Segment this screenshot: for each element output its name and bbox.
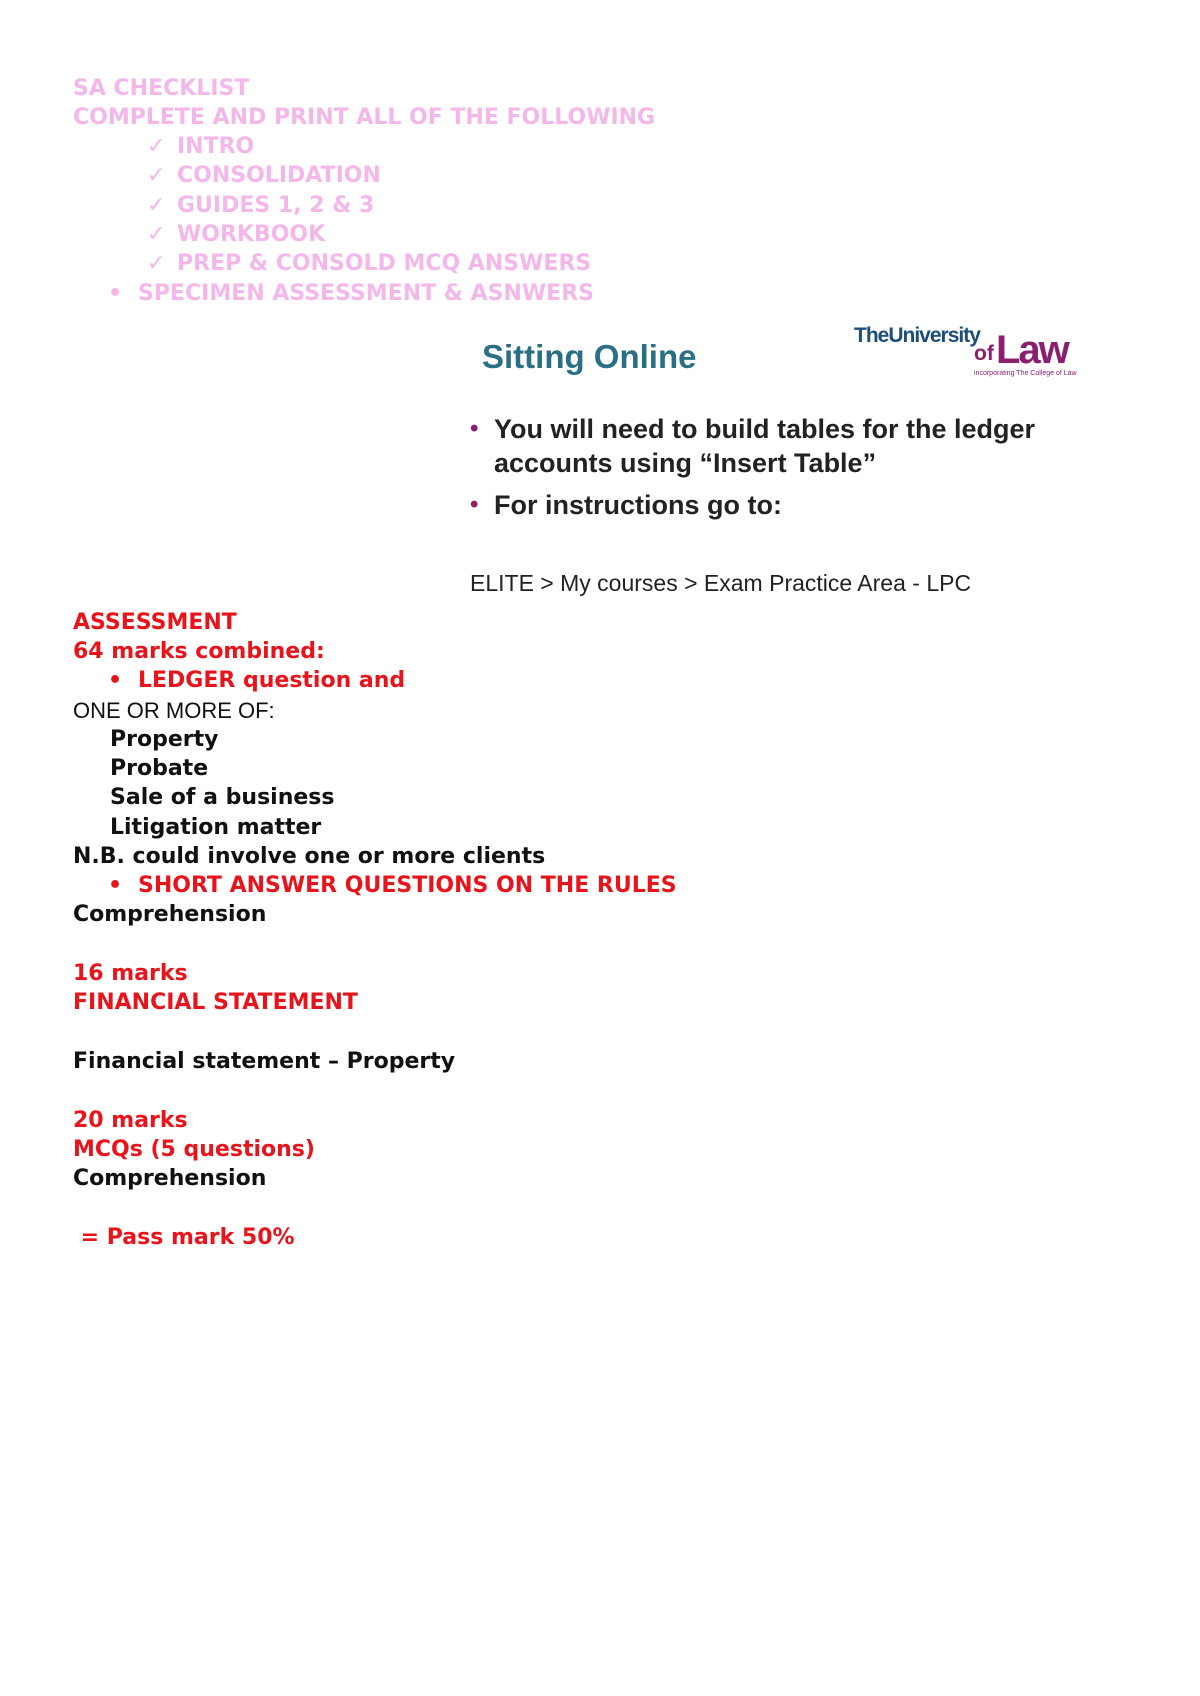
mcqs-label: MCQs (5 questions) xyxy=(73,1137,315,1162)
checklist-item: ✓ PREP & CONSOLD MCQ ANSWERS xyxy=(147,251,592,276)
slide-title: Sitting Online xyxy=(482,338,697,375)
checklist-item: ✓ WORKBOOK xyxy=(147,222,326,247)
bullet-icon: • xyxy=(108,873,123,898)
checklist-item: ✓ GUIDES 1, 2 & 3 xyxy=(147,193,375,218)
slide-image xyxy=(462,318,1102,608)
check-icon: ✓ xyxy=(147,193,166,218)
option-item: Probate xyxy=(110,756,209,781)
marks-20: 20 marks xyxy=(73,1108,188,1133)
checklist-subtitle: COMPLETE AND PRINT ALL OF THE FOLLOWING xyxy=(73,105,656,130)
bullet-icon: • xyxy=(108,281,123,306)
bullet-icon: • xyxy=(470,415,479,442)
comprehension-label: Comprehension xyxy=(73,1166,267,1191)
check-icon: ✓ xyxy=(147,134,166,159)
bullet-icon: • xyxy=(470,491,479,518)
bullet-icon: • xyxy=(108,668,123,693)
marks-16: 16 marks xyxy=(73,961,188,986)
checklist-title: SA CHECKLIST xyxy=(73,76,250,101)
nb-note: N.B. could involve one or more clients xyxy=(73,844,546,869)
checklist-item: ✓ INTRO xyxy=(147,134,255,159)
checklist-bullet-item: • SPECIMEN ASSESSMENT & ASNWERS xyxy=(108,281,594,306)
assessment-heading: ASSESSMENT xyxy=(73,610,237,635)
comprehension-label: Comprehension xyxy=(73,902,267,927)
one-or-more-label: ONE OR MORE OF: xyxy=(73,698,275,723)
financial-statement-heading: FINANCIAL STATEMENT xyxy=(73,990,358,1015)
option-item: Litigation matter xyxy=(110,815,322,840)
short-answer-bullet: • SHORT ANSWER QUESTIONS ON THE RULES xyxy=(108,873,677,898)
check-icon: ✓ xyxy=(147,251,166,276)
course-path: ELITE > My courses > Exam Practice Area - LPC xyxy=(470,570,972,596)
check-icon: ✓ xyxy=(147,222,166,247)
marks-combined: 64 marks combined: xyxy=(73,639,325,664)
check-icon: ✓ xyxy=(147,163,166,188)
slide-bullet: • For instructions go to: xyxy=(470,490,782,520)
option-item: Property xyxy=(110,727,219,752)
financial-statement-detail: Financial statement – Property xyxy=(73,1049,456,1074)
option-item: Sale of a business xyxy=(110,785,335,810)
checklist-item: ✓ CONSOLIDATION xyxy=(147,163,381,188)
ledger-bullet: • LEDGER question and xyxy=(108,668,406,693)
university-of-law-logo: TheUniversity of Law incorporating The College of Law xyxy=(854,324,1077,377)
slide-bullet: • You will need to build tables for the ledger accounts using “Insert Table” xyxy=(470,414,1036,478)
pass-mark: = Pass mark 50% xyxy=(73,1225,295,1250)
